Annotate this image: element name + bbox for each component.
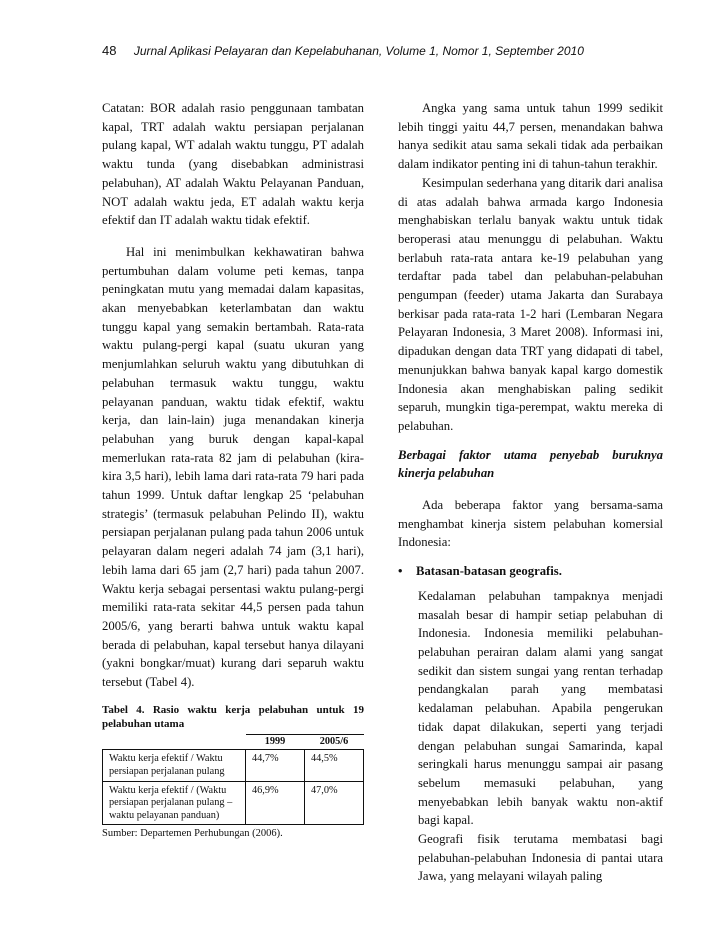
table-header-1999: 1999 (246, 734, 305, 750)
bullet-heading (398, 562, 663, 581)
table-row-label: Waktu kerja efektif / (Waktu persiapan perjalanan pulang – waktu pelayanan panduan) (103, 781, 246, 825)
body-paragraph: Angka yang sama untuk tahun 1999 sedikit lebih tinggi yaitu 44,7 persen, menandakan bahwa hanya sedikit atau sama sekali tidak ada perbaikan dalam indikator penting ini di tahun-tahun terakhir. (398, 101, 663, 172)
table-cell-2005: 47,0% (305, 781, 364, 825)
table-header-blank (103, 734, 246, 750)
bullet-title: Batasan-batasan geografis. (416, 564, 562, 579)
table-header-row (103, 734, 364, 750)
body-paragraph: Kedalaman pelabuhan tampaknya menjadi masalah besar di hampir setiap pelabuhan di Indonesia. Indonesia memiliki pelabuhan-pelabuhan perairan dalam alami yang sangat sedikit dan sistem sungai yang rentan terhadap pendangkalan parah yang membatasi kedalaman pelabuhan. Apabila pengerukan tidak dapat dilakukan, seperti yang terjadi dengan pelabuhan sungai Samarinda, kapal seringkali harus menunggu sampai air pasang sebelum memasuki pelabuhan, yang menyebabkan lebih banyak waktu non-aktif bagi kapal. (418, 588, 663, 828)
table-cell-1999: 46,9% (246, 781, 305, 825)
body-paragraph: Hal ini menimbulkan kekhawatiran bahwa pertumbuhan dalam volume peti kemas, tanpa peningkatan mutu yang memadai dalam kapasitas, akan menyebabkan keterlambatan dan waktu tunggu kapal yang semakin bertambah. Rata-rata waktu pulang-pergi kapal (suatu ukuran yang menjumlahkan seluruh waktu yang dibutuhkan di pelabuhan termasuk waktu tunggu, waktu pelayanan panduan, waktu tidak efektif, waktu kerja, dan lain-lain) juga menandakan kinerja pelabuhan yang buruk dengan kapal-kapal memerlukan rata-rata 82 jam di pelabuhan (kira-kira 3,5 hari), lebih lama dari rata-rata 79 hari pada tahun 1999. Untuk daftar lengkap 25 ‘pelabuhan strategis’ (termasuk pelabuhan Pelindo II), waktu persiapan perjalanan pulang pada tahun 2006 untuk pelayaran dalam negeri adalah 74 jam (3,1 hari), lebih lama dari 65 jam (2,7 hari) pada tahun 2007. Waktu kerja sebagai persentasi waktu pulang-pergi memiliki rata-rata sekitar 44,5 persen pada tahun 2005/6, yang berarti bahwa untuk waktu kapal berada di pelabuhan, kapal tersebut hanya dilayani (yakni bongkar/muat) kurang dari separuh waktu tersebut (Tabel 4). (102, 244, 364, 690)
body-paragraph: Geografi fisik terutama membatasi bagi pelabuhan-pelabuhan Indonesia di pantai utara Jawa, yang melayani wilayah paling (418, 832, 663, 884)
bullet-icon: • (398, 564, 403, 579)
table-row (103, 750, 364, 781)
table-caption: Tabel 4. Rasio waktu kerja pelabuhan untuk 19 pelabuhan utama (102, 703, 364, 730)
body-paragraph: Kesimpulan sederhana yang ditarik dari analisa di atas adalah bahwa armada kargo Indonesia menghabiskan terlalu banyak waktu untuk tidak beroperasi atau menunggu di pelabuhan. Waktu berlabuh rata-rata antara ke-19 pelabuhan yang terdaftar pada tabel dan pelabuhan-pelabuhan pengumpan (feeder) utama Jakarta dan Surabaya berkisar pada rata-rata 1-2 hari (Lembaran Negara Pelayaran Indonesia, 3 Maret 2008). Informasi ini, dipadukan dengan data TRT yang didapati di tabel, menunjukkan bahwa banyak kapal kargo domestik Indonesia akan menghabiskan paling sedikit separuh, mungkin tiga-perempat, waktu mereka di pelabuhan. (398, 175, 663, 433)
journal-title: Jurnal Aplikasi Pelayaran dan Kepelabuhanan, Volume 1, Nomor 1, September 2010 (133, 44, 584, 58)
body-paragraph: Ada beberapa faktor yang bersama-sama menghambat kinerja sistem pelabuhan komersial Indonesia: (398, 498, 663, 550)
data-table (102, 734, 364, 826)
running-header (102, 43, 662, 63)
page-number: 48 (102, 43, 117, 58)
note-paragraph: Catatan: BOR adalah rasio penggunaan tambatan kapal, TRT adalah waktu persiapan perjalanan pulang kapal, WT adalah waktu tunggu, PT adalah waktu tunda (yang disebabkan administrasi pelabuhan), AT adalah Waktu Pelayanan Panduan, NOT adalah waktu jeda, ET adalah waktu kerja efektif dan IT adalah waktu tidak efektif. (102, 101, 364, 228)
table-row-label: Waktu kerja efektif / Waktu persiapan perjalanan pulang (103, 750, 246, 781)
table-header-2005: 2005/6 (305, 734, 364, 750)
table-source: Sumber: Departemen Perhubungan (2006). (102, 828, 283, 840)
section-heading: Berbagai faktor utama penyebab buruknya kinerja pelabuhan (398, 447, 663, 481)
right-column (398, 99, 663, 886)
table-cell-2005: 44,5% (305, 750, 364, 781)
table-row (103, 781, 364, 825)
bullet-body (398, 587, 663, 886)
left-column (102, 99, 364, 840)
table-cell-1999: 44,7% (246, 750, 305, 781)
